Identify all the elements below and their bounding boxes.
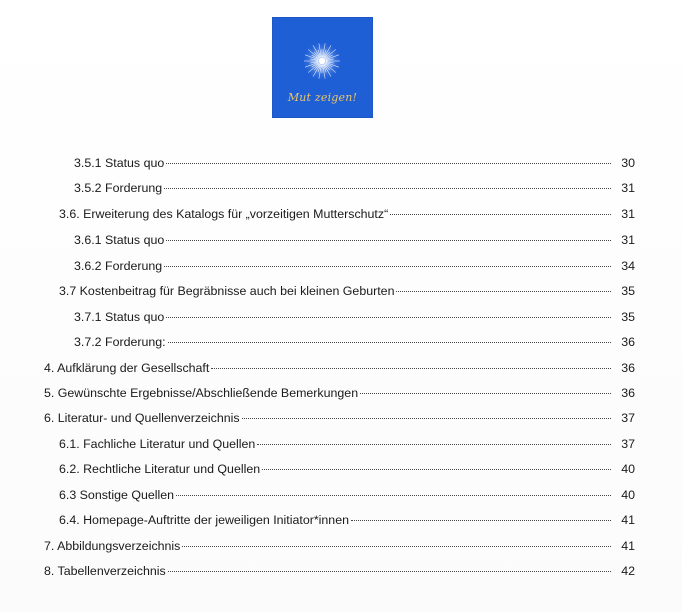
toc-entry — [59, 206, 635, 222]
toc-dot-leader — [176, 494, 611, 496]
toc-entry-label: 3.7.1 Status quo — [74, 310, 165, 324]
toc-entry-page-number: 36 — [621, 335, 635, 349]
toc-entry-label: 3.7 Kostenbeitrag für Begräbnisse auch bei kleinen Geburten — [59, 284, 395, 298]
toc-entry-page-number: 31 — [621, 233, 635, 247]
toc-entry-label: 7. Abbildungsverzeichnis — [44, 539, 181, 553]
toc-entry-label: 8. Tabellenverzeichnis — [44, 564, 166, 578]
toc-entry-label: 3.6.2 Forderung — [74, 259, 163, 273]
toc-dot-leader — [390, 213, 611, 215]
toc-dot-leader — [166, 239, 611, 241]
toc-entry — [59, 487, 635, 503]
toc-entry-page-number: 36 — [621, 386, 635, 400]
toc-dot-leader — [396, 290, 611, 292]
logo-text: Mut zeigen! — [287, 91, 358, 104]
toc-entry-label: 5. Gewünschte Ergebnisse/Abschließende Bemerkungen — [44, 386, 359, 400]
toc-dot-leader — [211, 367, 611, 369]
toc-entry-page-number: 31 — [621, 207, 635, 221]
toc-entry — [59, 283, 635, 299]
toc-entry — [44, 410, 635, 426]
toc-dot-leader — [182, 545, 611, 547]
toc-dot-leader — [351, 519, 611, 521]
toc-entry — [44, 385, 635, 401]
toc-dot-leader — [242, 417, 611, 419]
toc-dot-leader — [166, 162, 611, 164]
toc-entry-label: 6.2. Rechtliche Literatur und Quellen — [59, 462, 261, 476]
toc-entry-label: 3.6. Erweiterung des Katalogs für „vorzeitigen Mutterschutz“ — [59, 207, 389, 221]
toc-entry-page-number: 41 — [621, 513, 635, 527]
toc-entry-label: 3.5.1 Status quo — [74, 156, 165, 170]
toc-entry-page-number: 37 — [621, 411, 635, 425]
toc-entry-label: 3.7.2 Forderung: — [74, 335, 166, 349]
toc-entry-label: 3.6.1 Status quo — [74, 233, 165, 247]
toc-dot-leader — [168, 341, 611, 343]
toc-entry-label: 6.1. Fachliche Literatur und Quellen — [59, 437, 256, 451]
toc-entry — [44, 360, 635, 376]
toc-entry-page-number: 36 — [621, 361, 635, 375]
toc-entry-page-number: 40 — [621, 488, 635, 502]
toc-dot-leader — [164, 265, 611, 267]
toc-entry — [59, 461, 635, 477]
toc-dot-leader — [166, 316, 611, 318]
toc-entry — [74, 258, 635, 274]
toc-entry-page-number: 42 — [621, 564, 635, 578]
toc-dot-leader — [164, 187, 611, 189]
toc-entry-page-number: 35 — [621, 310, 635, 324]
toc-entry — [74, 155, 635, 171]
toc-entry-page-number: 31 — [621, 181, 635, 195]
toc-entry-label: 4. Aufklärung der Gesellschaft — [44, 361, 210, 375]
toc-entry — [74, 232, 635, 248]
toc-entry-label: 6.4. Homepage-Auftritte der jeweiligen Initiator*innen — [59, 513, 349, 527]
toc-entry-page-number: 37 — [621, 437, 635, 451]
mut-zeigen-logo — [272, 17, 373, 118]
toc-dot-leader — [360, 392, 611, 394]
toc-entry — [74, 334, 635, 350]
toc-entry — [44, 538, 635, 554]
toc-dot-leader — [262, 468, 611, 470]
toc-entry — [74, 309, 635, 325]
toc-entry-page-number: 41 — [621, 539, 635, 553]
toc-entry-page-number: 34 — [621, 259, 635, 273]
toc-entry-page-number: 35 — [621, 284, 635, 298]
toc-dot-leader — [257, 443, 611, 445]
toc-entry — [44, 563, 635, 579]
toc-entry-label: 3.5.2 Forderung — [74, 181, 163, 195]
toc-entry-label: 6. Literatur- und Quellenverzeichnis — [44, 411, 240, 425]
toc-entry — [74, 180, 635, 196]
toc-dot-leader — [168, 570, 611, 572]
toc-entry-label: 6.3 Sonstige Quellen — [59, 488, 175, 502]
toc-entry-page-number: 40 — [621, 462, 635, 476]
toc-entry — [59, 512, 635, 528]
toc-entry — [59, 436, 635, 452]
toc-entry-page-number: 30 — [621, 156, 635, 170]
